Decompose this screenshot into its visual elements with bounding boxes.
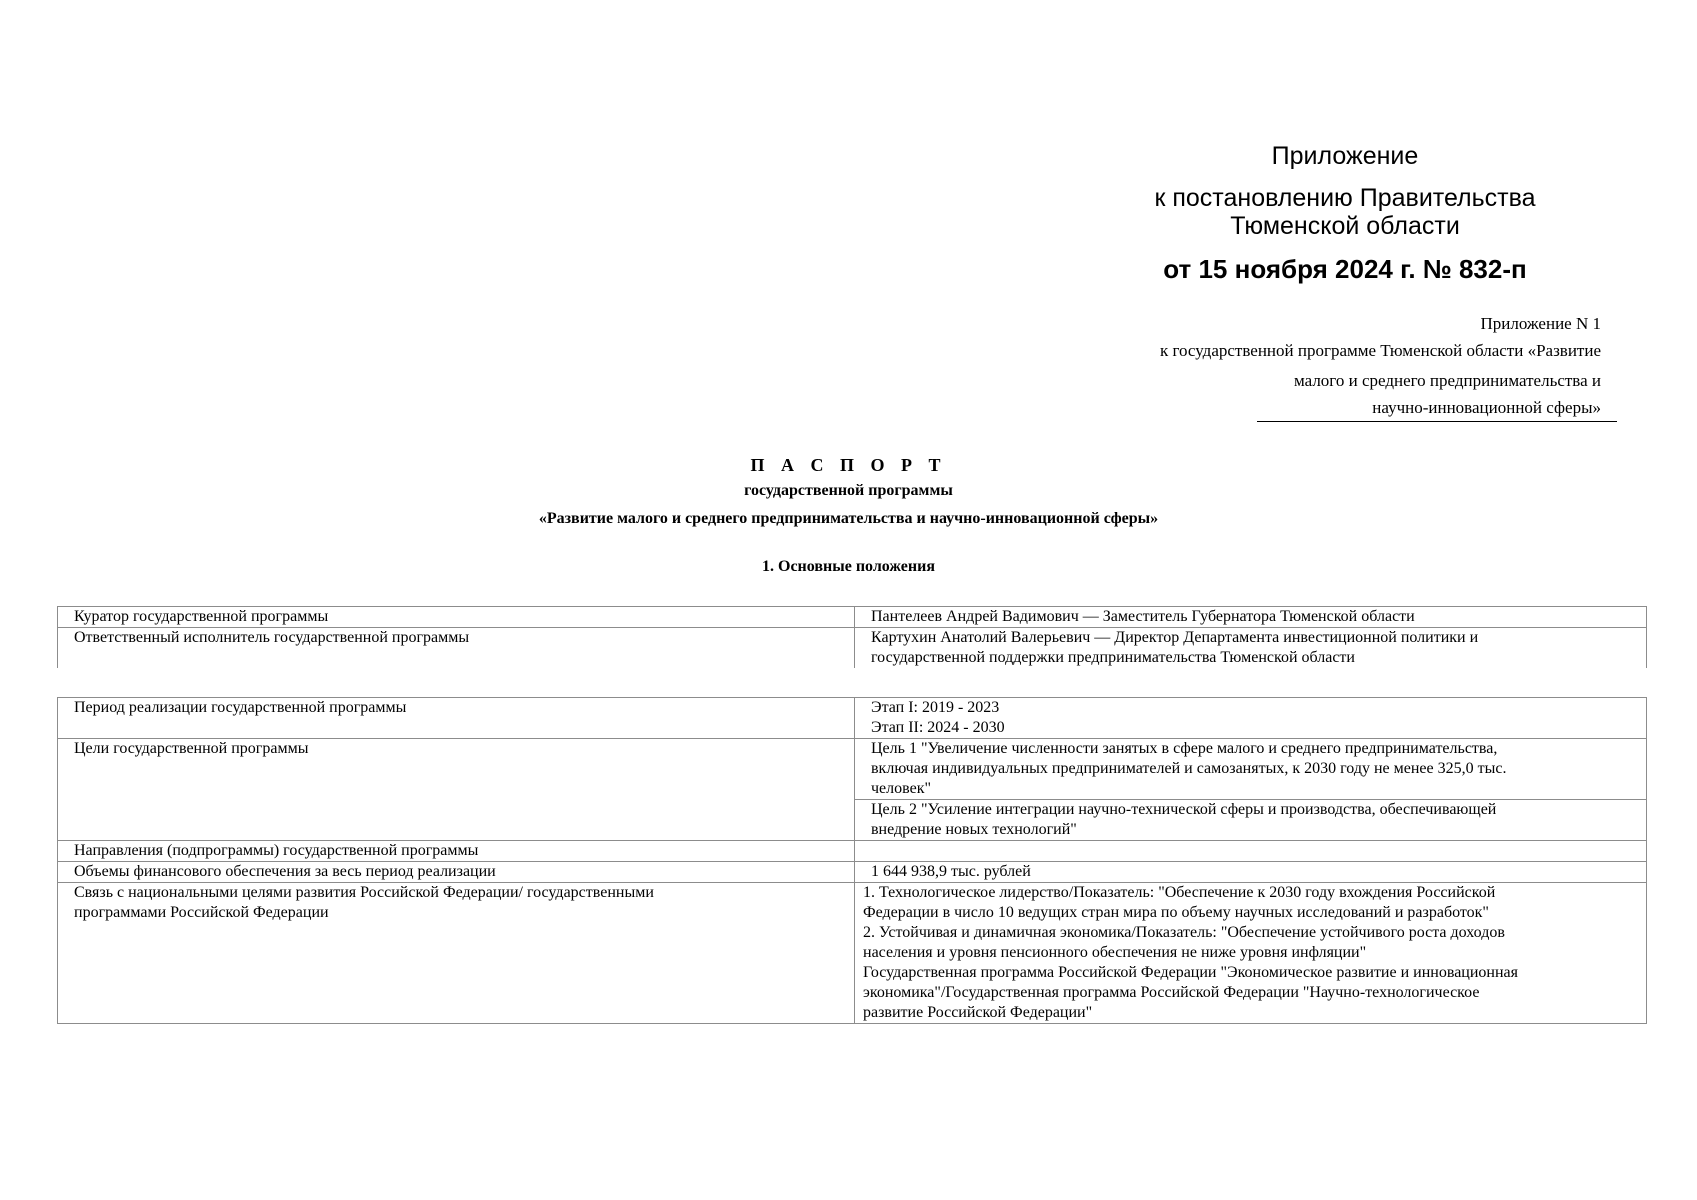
decree-date-number: от 15 ноября 2024 г. № 832-п bbox=[1163, 254, 1527, 284]
decree-reference: к постановлению Правительства bbox=[1154, 184, 1536, 212]
row-value-goal-2 bbox=[855, 800, 1647, 841]
section-heading: 1. Основные положения bbox=[762, 558, 935, 575]
row-label-curator: Куратор государственной программы bbox=[58, 607, 855, 628]
links-value-line: Федерации в число 10 ведущих стран мира по объему научных исследований и разработок" bbox=[863, 904, 1489, 921]
period-stage: Этап I: 2019 - 2023 bbox=[871, 699, 1000, 716]
annex-reference-line-1: к государственной программе Тюменской области «Развитие bbox=[1159, 341, 1601, 360]
links-value-line: 2. Устойчивая и динамичная экономика/Показатель: "Обеспечение устойчивого роста доходов bbox=[863, 924, 1505, 941]
row-label-links bbox=[58, 883, 855, 1024]
goal-1-line: включая индивидуальных предпринимателей и самозанятых, к 2030 году не менее 325,0 тыс. bbox=[871, 760, 1507, 777]
links-label-line: программами Российской Федерации bbox=[74, 904, 329, 921]
row-label-funding: Объемы финансового обеспечения за весь период реализации bbox=[58, 862, 855, 883]
goal-2-line: Цель 2 "Усиление интеграции научно-технической сферы и производства, обеспечивающей bbox=[871, 801, 1497, 818]
row-label-executor: Ответственный исполнитель государственной программы bbox=[58, 628, 855, 669]
row-value-period bbox=[855, 698, 1647, 739]
program-name: «Развитие малого и среднего предпринимательства и научно-инновационной сферы» bbox=[538, 510, 1159, 527]
table-row bbox=[58, 883, 1647, 1024]
row-value-links bbox=[855, 883, 1647, 1024]
period-stage: Этап II: 2024 - 2030 bbox=[871, 719, 1005, 736]
links-label-line: Связь с национальными целями развития Российской Федерации/ государственными bbox=[74, 884, 654, 901]
curator-value: Пантелеев Андрей Вадимович — Заместитель Губернатора Тюменской области bbox=[871, 608, 1415, 625]
table-row bbox=[58, 841, 1647, 862]
table-row bbox=[58, 739, 1647, 800]
decree-appendix-title: Приложение bbox=[1271, 142, 1419, 170]
passport-title: П А С П О Р Т bbox=[750, 455, 947, 475]
row-value-funding: 1 644 938,9 тыс. рублей bbox=[855, 862, 1647, 883]
executor-value-line: государственной поддержки предпринимательства Тюменской области bbox=[871, 649, 1355, 666]
table-row bbox=[58, 698, 1647, 739]
links-value-line: развитие Российской Федерации" bbox=[863, 1004, 1093, 1021]
row-label-goals: Цели государственной программы bbox=[58, 739, 855, 841]
table-row bbox=[58, 607, 1647, 628]
row-value-goal-1 bbox=[855, 739, 1647, 800]
goal-2-line: внедрение новых технологий" bbox=[871, 821, 1077, 838]
passport-table-responsible bbox=[57, 606, 1647, 668]
annex-number: Приложение N 1 bbox=[1480, 314, 1601, 333]
links-value-line: экономика"/Государственная программа Российской Федерации "Научно-технологическое bbox=[863, 984, 1480, 1001]
goal-1-line: Цель 1 "Увеличение численности занятых в сфере малого и среднего предпринимательства, bbox=[871, 740, 1498, 757]
passport-table-main bbox=[57, 697, 1647, 1024]
annex-underline bbox=[1257, 421, 1617, 422]
table-row bbox=[58, 862, 1647, 883]
annex-reference-line-2: малого и среднего предпринимательства и bbox=[1293, 371, 1601, 390]
annex-reference-line-3: научно-инновационной сферы» bbox=[1372, 398, 1601, 417]
table-row bbox=[58, 628, 1647, 669]
links-value-line: населения и уровня пенсионного обеспечения не ниже уровня инфляции" bbox=[863, 944, 1367, 961]
row-label-period: Период реализации государственной программы bbox=[58, 698, 855, 739]
passport-subtitle: государственной программы bbox=[744, 482, 953, 499]
executor-value-line: Картухин Анатолий Валерьевич — Директор Департамента инвестиционной политики и bbox=[871, 629, 1479, 646]
row-label-directions: Направления (подпрограммы) государственной программы bbox=[58, 841, 855, 862]
links-value-line: 1. Технологическое лидерство/Показатель: "Обеспечение к 2030 году вхождения Российской bbox=[863, 884, 1496, 901]
row-value-executor bbox=[855, 628, 1647, 669]
row-value-directions bbox=[855, 841, 1647, 862]
goal-1-line: человек" bbox=[871, 780, 931, 797]
decree-region: Тюменской области bbox=[1230, 212, 1460, 240]
links-value-line: Государственная программа Российской Федерации "Экономическое развитие и инновационная bbox=[863, 964, 1518, 981]
row-value-curator bbox=[855, 607, 1647, 628]
